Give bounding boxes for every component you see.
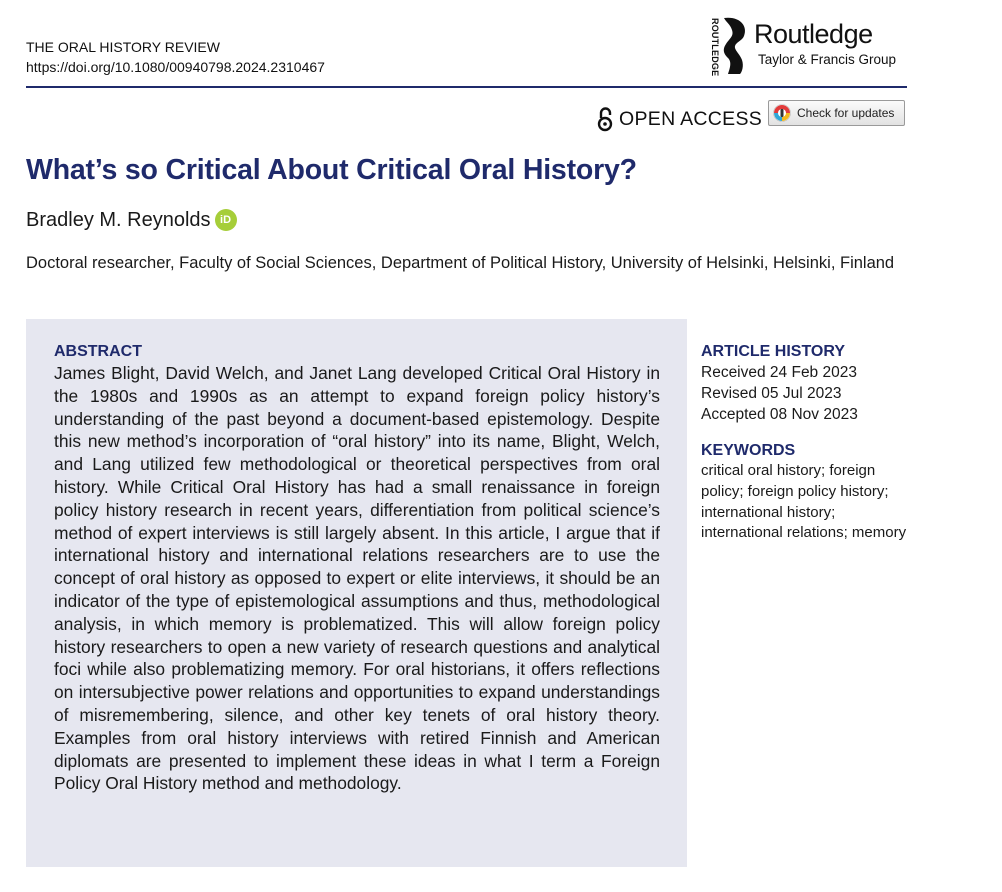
article-history-heading: ARTICLE HISTORY	[701, 343, 846, 360]
journal-name: THE ORAL HISTORY REVIEW	[26, 39, 220, 55]
accepted-date: Accepted 08 Nov 2023	[701, 406, 858, 423]
revised-date: Revised 05 Jul 2023	[701, 385, 842, 402]
publisher-vertical-label: ROUTLEDGE	[710, 18, 720, 77]
routledge-head-icon	[720, 16, 750, 74]
abstract-heading: ABSTRACT	[54, 343, 142, 360]
keywords-heading: KEYWORDS	[701, 442, 796, 459]
header-divider	[26, 86, 907, 88]
journal-header	[26, 37, 325, 77]
author-line	[26, 205, 237, 235]
check-for-updates-button[interactable]	[768, 100, 905, 126]
open-access-badge	[596, 105, 762, 133]
article-title: What’s so Critical About Critical Oral History?	[26, 154, 637, 186]
article-history	[701, 362, 858, 425]
author-affiliation: Doctoral researcher, Faculty of Social Sciences, Department of Political History, University of Helsinki, Helsinki, Finland	[26, 254, 895, 272]
received-date: Received 24 Feb 2023	[701, 364, 857, 381]
crossmark-icon	[773, 104, 791, 122]
open-lock-icon	[596, 106, 614, 132]
check-for-updates-label: Check for updates	[797, 106, 895, 120]
publisher-logo	[706, 14, 906, 77]
open-access-label: OPEN ACCESS	[619, 107, 763, 130]
publisher-name: Routledge	[754, 19, 873, 49]
author-name[interactable]: Bradley M. Reynolds	[26, 208, 211, 231]
doi-link[interactable]: https://doi.org/10.1080/00940798.2024.2310467	[26, 59, 325, 75]
abstract-text: James Blight, David Welch, and Janet Lang developed Critical Oral History in the 1980s and 1990s as an attempt to expand foreign policy history’s understanding of the past beyond a document-based epistemology. Despite this new method’s incorporation of “oral history” into its name, Blight, Welch, and Lang utilized few methodological or theoretical perspectives from oral history. While Critical Oral History has had a small renaissance in foreign policy history research in recent years, differentiation from political science’s method of expert interviews is still largely absent. In this article, I argue that if international history and international relations researchers are to use the concept of oral history as opposed to expert or elite interviews, it should be an indicator of the type of epistemological assumptions and thus, methodological analysis, in which memory is problematized. This will allow foreign policy history researchers to open a new variety of research questions and analytical foci while also problematizing memory. For oral historians, it offers reflections on intersubjective power relations and opportunities to expand understandings of misremembering, silence, and other key tenets of oral history theory. Examples from oral history interviews with retired Finnish and American diplomats are presented to implement these ideas in what I term a Foreign Policy Oral History method and methodology.	[54, 363, 660, 794]
orcid-icon[interactable]: iD	[215, 209, 237, 231]
publisher-group: Taylor & Francis Group	[758, 52, 897, 67]
keywords-list: critical oral history; foreign policy; foreign policy history; international history; international relations; memory	[701, 462, 907, 542]
